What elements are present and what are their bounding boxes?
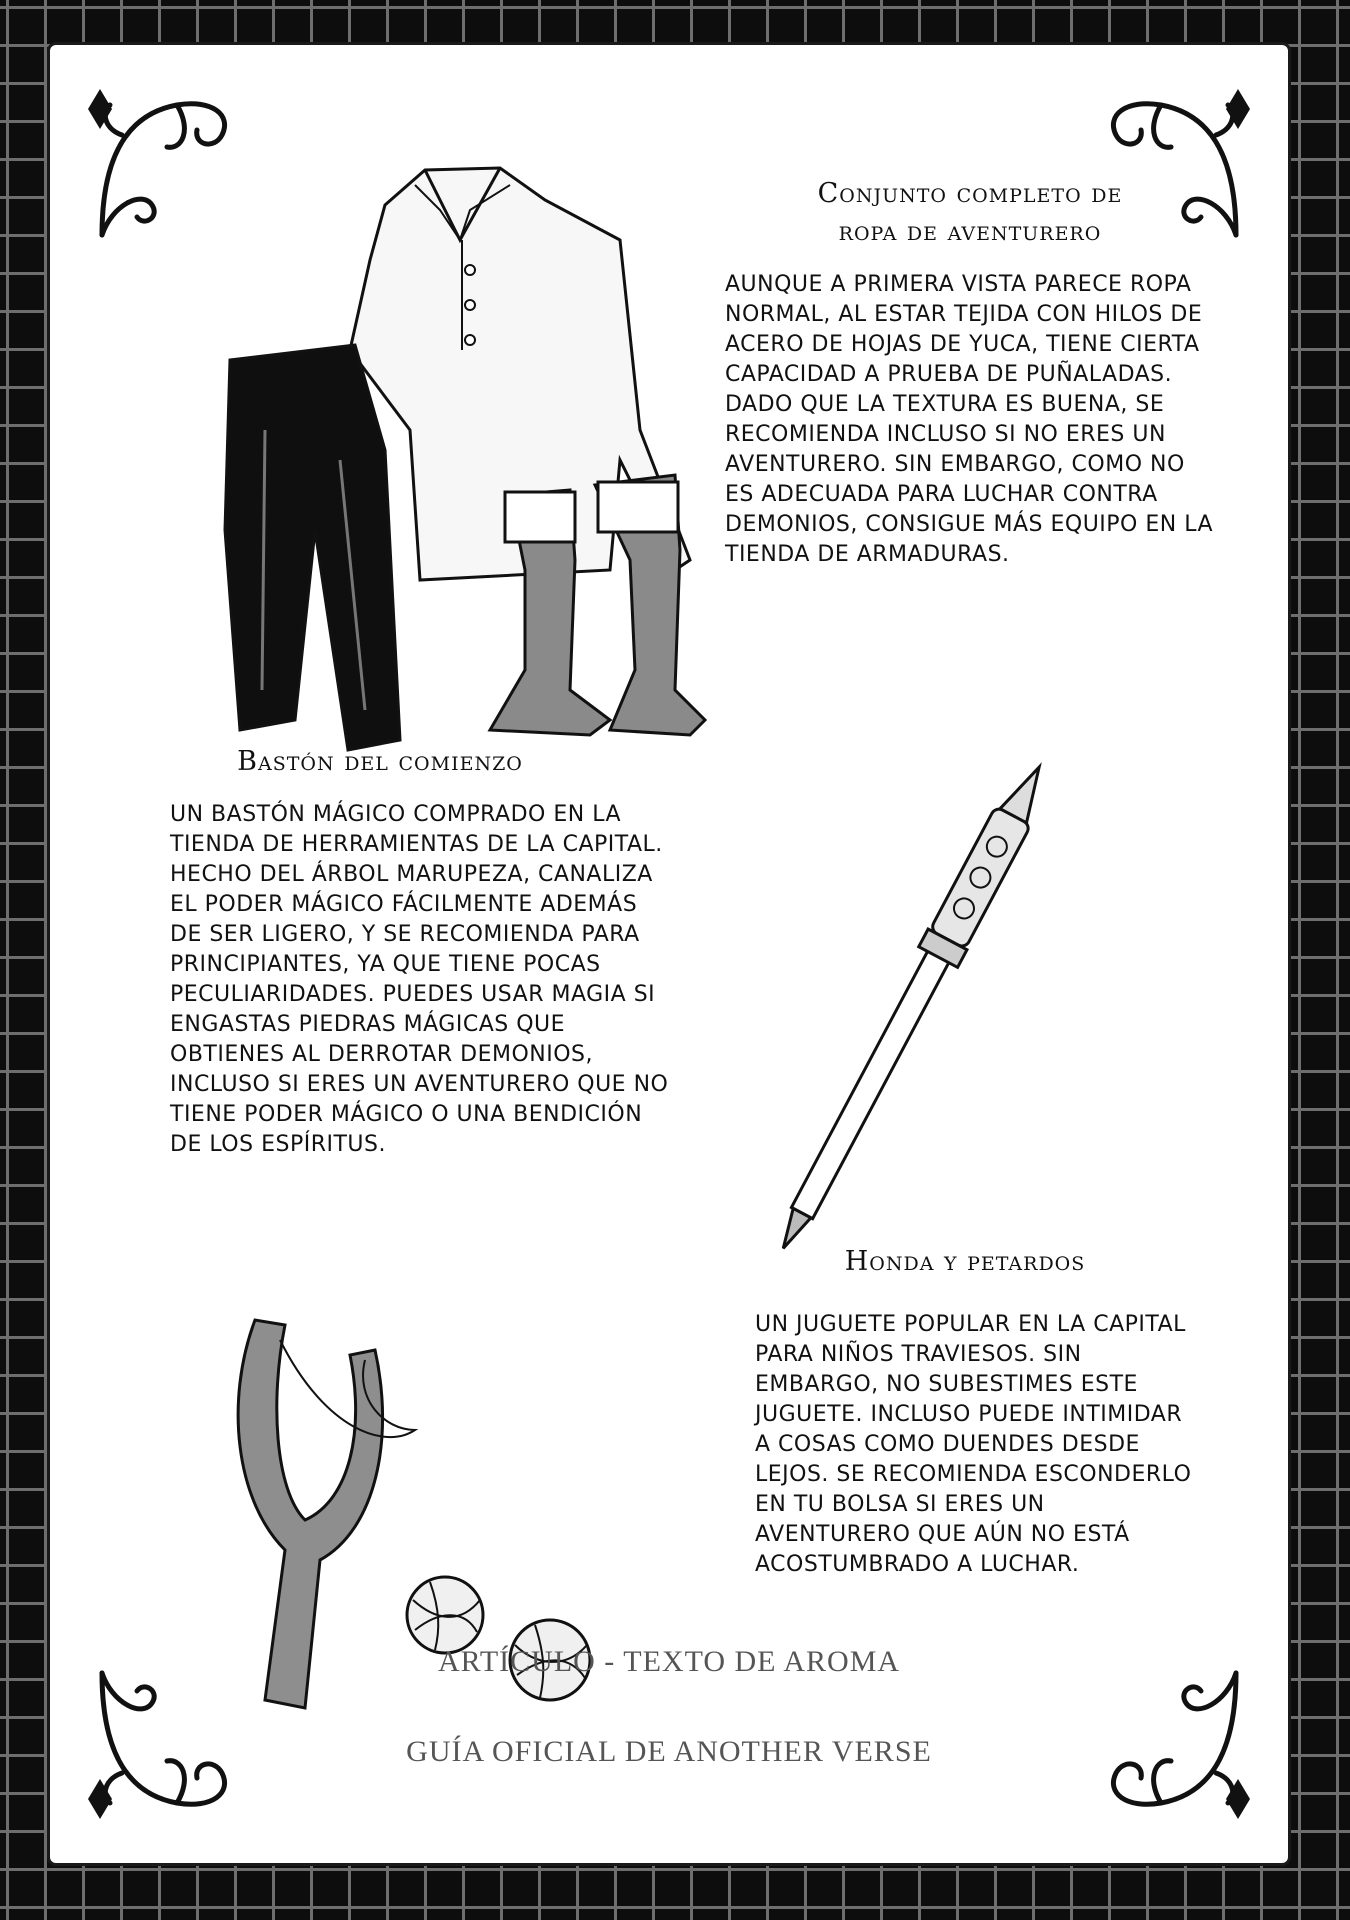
clothing-set-title-line2: ropa de aventurero [838, 216, 1102, 247]
slingshot-description: UN JUGUETE POPULAR EN LA CAPITAL PARA NIÑOS TRAVIESOS. SIN EMBARGO, NO SUBESTIMES ESTE JUGUETE. INCLUSO PUEDE INTIMIDAR A COSAS COMO DUENDES DESDE LEJOS. SE RECOMIENDA ESCONDERLO EN TU BOLSA SI ERES UN AVENTURERO QUE AÚN NO ESTÁ ACOSTUMBRADO A LUCHAR. [755, 1312, 1192, 1577]
starting-staff-title: Bastón del comienzo [237, 746, 523, 777]
clothing-set-illustration [170, 130, 730, 770]
clothing-set-description: AUNQUE A PRIMERA VISTA PARECE ROPA NORMAL, AL ESTAR TEJIDA CON HILOS DE ACERO DE HOJAS DE YUCA, TIENE CIERTA CAPACIDAD A PRUEBA DE PUÑALADAS. DADO QUE LA TEXTURA ES BUENA, SE RECOMIENDA INCLUSO SI NO ERES UN AVENTURERO. SIN EMBARGO, COMO NO ES ADECUADA PARA LUCHAR CONTRA DEMONIOS, CONSIGUE MÁS EQUIPO EN LA TIENDA DE ARMADURAS. [725, 272, 1214, 567]
clothing-set-title [750, 175, 1190, 251]
footer-line1: ARTÍCULO - TEXTO DE AROMA [437, 1645, 901, 1678]
clothing-set-title-line1: Conjunto completo de [817, 178, 1123, 209]
slingshot-title: Honda y petardos [844, 1246, 1086, 1277]
page-panel [50, 45, 1288, 1863]
staff-illustration [770, 730, 1050, 1290]
starting-staff-description: UN BASTÓN MÁGICO COMPRADO EN LA TIENDA DE HERRAMIENTAS DE LA CAPITAL. HECHO DEL ÁRBOL MARUPEZA, CANALIZA EL PODER MÁGICO FÁCILMENTE ADEMÁS DE SER LIGERO, Y SE RECOMIENDA PARA PRINCIPIANTES, YA QUE TIENE POCAS PECULIARIDADES. PUEDES USAR MAGIA SI ENGASTAS PIEDRAS MÁGICAS QUE OBTIENES AL DERROTAR DEMONIOS, INCLUSO SI ERES UN AVENTURERO QUE NO TIENE PODER MÁGICO O UNA BENDICIÓN DE LOS ESPÍRITUS. [170, 802, 669, 1157]
footer-line2: GUÍA OFICIAL DE ANOTHER VERSE [406, 1735, 932, 1768]
